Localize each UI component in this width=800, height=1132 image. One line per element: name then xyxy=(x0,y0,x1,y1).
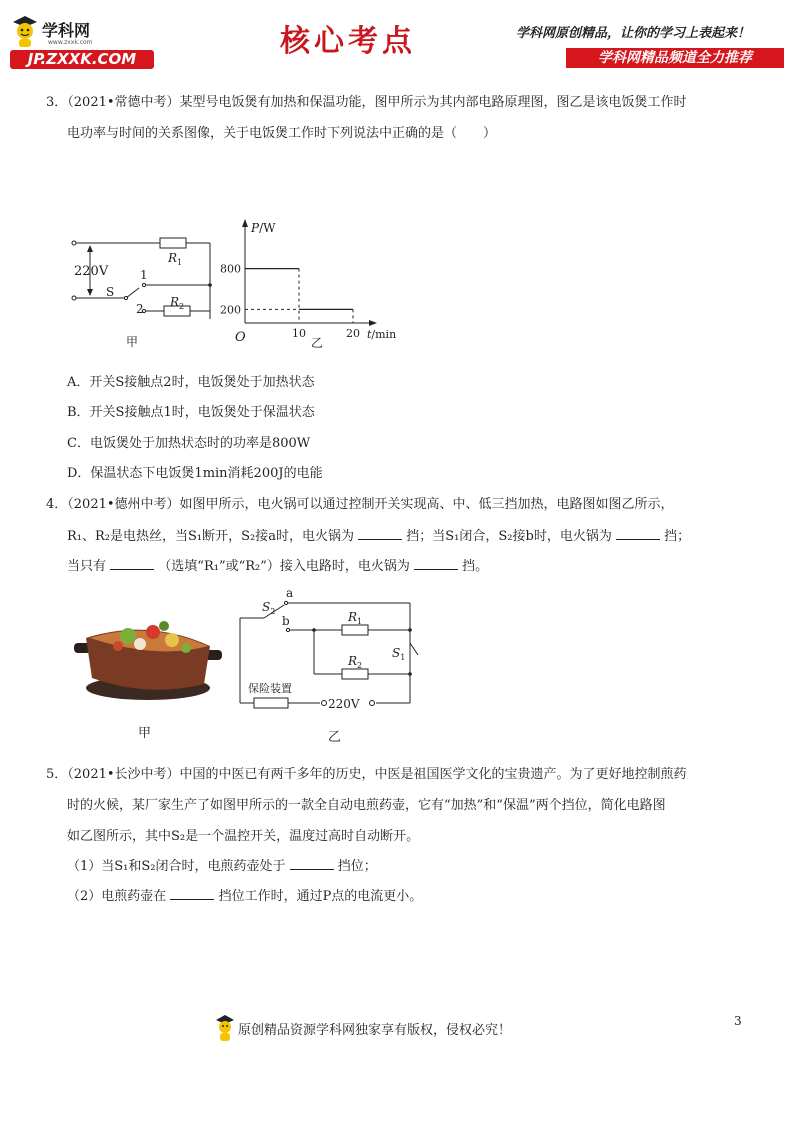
q4-hotpot-image xyxy=(68,598,228,708)
svg-text:R2 xyxy=(347,654,362,670)
q4-stem-line2 xyxy=(67,527,690,546)
q5-part2-text-a: （2）电煎药壶在 xyxy=(67,889,167,904)
svg-text:S1 xyxy=(392,646,405,662)
q4-blank-3 xyxy=(110,557,154,570)
q3-graph-origin: O xyxy=(235,330,246,345)
q3-r2-label: R xyxy=(170,295,180,309)
q4-fuse-label: 保险装置 xyxy=(248,682,292,695)
logo-url: www.zxxk.com xyxy=(48,39,93,46)
q4-circuit-diagram xyxy=(230,585,430,745)
q3-circuit-diagram xyxy=(60,225,220,350)
q4-s1-sub: 1 xyxy=(400,653,406,662)
graph-y-tick-label: 800 xyxy=(220,262,241,276)
q5-part1-text-b: 挡位； xyxy=(337,859,377,874)
q3-r1-label: R xyxy=(168,251,178,265)
logo-name: 学科网 xyxy=(42,21,91,40)
q4-photo-caption: 甲 xyxy=(138,726,152,741)
q5-part2 xyxy=(67,887,422,906)
q4-line2-part2: 挡；当S₁闭合，S₂接b时，电火锅为 xyxy=(406,529,612,544)
q3-option-a: A．开关S接触点2时，电饭煲处于加热状态 xyxy=(67,375,315,390)
graph-y-tick-label: 200 xyxy=(220,303,241,317)
q3-circuit-caption: 甲 xyxy=(126,335,139,349)
q3-graph-xlabel-var: t xyxy=(367,328,372,341)
q3-stem-line1: 3．（2021•常德中考）某型号电饭煲有加热和保温功能，图甲所示为其内部电路原理图，图乙是该电饭煲工作时 xyxy=(46,95,687,110)
q4-r1-sub: 1 xyxy=(357,617,363,626)
q3-r2-sub: 2 xyxy=(179,302,185,311)
graph-x-tick-label: 20 xyxy=(346,327,360,340)
svg-text:R2 xyxy=(169,295,184,311)
q4-stem-line1: 4．（2021•德州中考）如图甲所示，电火锅可以通过控制开关实现高、中、低三挡加热，电路图如图乙所示， xyxy=(46,497,674,512)
svg-text:R1 xyxy=(347,610,362,626)
q4-s2-label: S xyxy=(262,600,271,614)
q5-part2-text-b: 挡位工作时，通过P点的电流更小。 xyxy=(218,889,423,904)
logo-domain-bar: JP.ZXXK.COM xyxy=(10,50,154,69)
q5-stem-line2: 时的火候，某厂家生产了如图甲所示的一款全自动电煎药壶，它有“加热”和“保温”两个挡位，简化电路图 xyxy=(67,798,666,813)
q5-blank-2 xyxy=(170,887,214,900)
q5-stem-line1: 5．（2021•长沙中考）中国的中医已有两千多年的历史，中医是祖国医学文化的宝贵遗产。为了更好地控制煎药 xyxy=(46,767,687,782)
q4-line3-part1: 当只有 xyxy=(67,559,107,574)
q4-circuit-caption: 乙 xyxy=(328,730,342,745)
q4-stem-line3 xyxy=(67,557,488,576)
q4-r2-label: R xyxy=(348,654,358,668)
q4-s1-label: S xyxy=(392,646,401,660)
svg-text:S2 xyxy=(262,600,275,616)
q3-graph-ylabel-unit: /W xyxy=(259,221,276,235)
q5-stem-line3: 如乙图所示，其中S₂是一个温控开关，温度过高时自动断开。 xyxy=(67,829,420,844)
q3-circuit-voltage: 220V xyxy=(74,264,109,279)
q3-option-c: C．电饭煲处于加热状态时的功率是800W xyxy=(67,436,311,451)
q4-blank-2 xyxy=(616,527,660,540)
footer-copyright: 原创精品资源学科网独家享有版权，侵权必究！ xyxy=(238,1023,512,1038)
q3-circuit-contact2: 2 xyxy=(136,302,144,316)
q4-r1-label: R xyxy=(348,610,358,624)
graph-x-tick-label: 10 xyxy=(292,327,306,340)
q4-r2-sub: 2 xyxy=(357,661,363,670)
q3-graph-xlabel-unit: /min xyxy=(371,328,397,341)
q4-circuit-voltage: 220V xyxy=(328,697,360,711)
svg-text:P/W xyxy=(250,221,276,235)
q4-s2-sub: 2 xyxy=(270,607,276,616)
svg-text:t/min xyxy=(367,328,396,341)
q3-graph-caption: 乙 xyxy=(311,336,324,350)
page-number: 3 xyxy=(734,1014,742,1028)
q3-power-time-graph xyxy=(220,215,405,350)
q3-option-b: B．开关S接触点1时，电饭煲处于保温状态 xyxy=(67,405,315,420)
svg-text:R1 xyxy=(167,251,182,267)
page-title: 核心考点 xyxy=(280,24,416,59)
q5-part1-text-a: （1）当S₁和S₂闭合时，电煎药壶处于 xyxy=(67,859,286,874)
q3-option-d: D．保温状态下电饭煲1min消耗200J的电能 xyxy=(67,466,323,481)
header xyxy=(0,0,800,80)
mascot-logo-icon xyxy=(10,14,40,48)
q4-line3-part3: 挡。 xyxy=(462,559,489,574)
q4-contact-b: b xyxy=(282,614,290,628)
q3-graph-ylabel-var: P xyxy=(251,221,260,235)
footer-mascot-icon xyxy=(214,1014,236,1042)
header-recommend-bar: 学科网精品频道全力推荐 xyxy=(566,48,784,68)
q4-blank-1 xyxy=(358,527,402,540)
q3-r1-sub: 1 xyxy=(177,258,183,267)
q4-line3-part2: （选填“R₁”或“R₂”）接入电路时，电火锅为 xyxy=(158,559,410,574)
q4-line2-part1: R₁、R₂是电热丝，当S₁断开，S₂接a时，电火锅为 xyxy=(67,529,354,544)
q5-part1 xyxy=(67,857,377,876)
q3-stem-line2: 电功率与时间的关系图像，关于电饭煲工作时下列说法中正确的是（ ） xyxy=(67,126,497,141)
q3-circuit-switch-label: S xyxy=(106,285,115,299)
q4-blank-4 xyxy=(414,557,458,570)
header-slogan: 学科网原创精品，让你的学习上表起来！ xyxy=(516,26,751,41)
q3-circuit-contact1: 1 xyxy=(140,268,148,282)
q5-blank-1 xyxy=(290,857,334,870)
q4-line2-part3: 挡； xyxy=(664,529,691,544)
q4-contact-a: a xyxy=(286,586,294,600)
